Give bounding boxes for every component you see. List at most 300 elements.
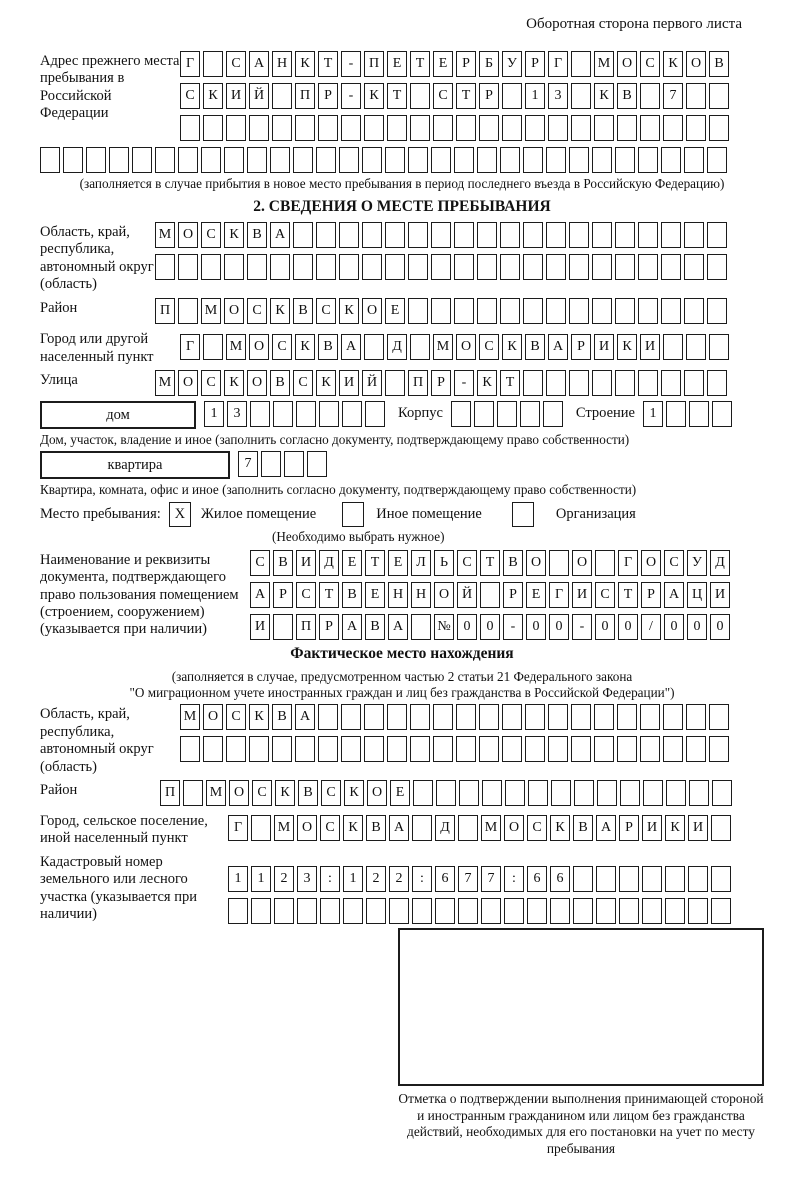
char-cell: 1	[643, 401, 663, 427]
mesto-label: Место пребывания:	[40, 505, 161, 522]
char-cell	[502, 736, 522, 762]
char-cell	[224, 147, 244, 173]
char-cell	[272, 736, 292, 762]
doc-cells-1	[250, 550, 733, 576]
char-cell	[615, 147, 635, 173]
char-cell	[86, 147, 106, 173]
char-cell	[272, 115, 292, 141]
char-cell	[571, 736, 591, 762]
char-cell	[525, 115, 545, 141]
char-cell: О	[297, 815, 317, 841]
char-cell	[592, 370, 612, 396]
char-cell: Й	[362, 370, 382, 396]
char-cell	[640, 736, 660, 762]
char-cell	[203, 51, 223, 77]
char-cell: И	[688, 815, 708, 841]
char-cell	[454, 147, 474, 173]
char-cell	[364, 115, 384, 141]
char-cell: Р	[456, 51, 476, 77]
char-cell	[180, 115, 200, 141]
kadastr-cells-1	[228, 866, 734, 892]
char-cell	[525, 736, 545, 762]
char-cell	[307, 451, 327, 477]
char-cell	[273, 401, 293, 427]
char-cell: К	[224, 222, 244, 248]
char-cell	[642, 866, 662, 892]
char-cell	[320, 898, 340, 924]
mesto-note: (Необходимо выбрать нужное)	[272, 528, 445, 544]
char-cell: К	[594, 83, 614, 109]
char-cell	[712, 401, 732, 427]
char-cell	[592, 147, 612, 173]
char-cell: Д	[319, 550, 339, 576]
char-cell: О	[367, 780, 387, 806]
char-cell: Е	[388, 550, 408, 576]
char-cell: С	[433, 83, 453, 109]
char-cell	[689, 780, 709, 806]
char-cell: -	[341, 51, 361, 77]
char-cell	[296, 401, 316, 427]
char-cell	[640, 704, 660, 730]
char-cell	[638, 147, 658, 173]
char-cell: :	[320, 866, 340, 892]
char-cell: А	[250, 582, 270, 608]
char-cell	[551, 780, 571, 806]
kvartira-cells	[238, 451, 330, 477]
char-cell	[528, 780, 548, 806]
kadastr-label: Кадастровый номер земельного или лесного участка (указывается при наличии)	[40, 853, 197, 922]
char-cell	[249, 736, 269, 762]
checkbox-inoe	[342, 502, 364, 527]
char-cell	[571, 704, 591, 730]
char-cell: О	[504, 815, 524, 841]
char-cell: К	[665, 815, 685, 841]
char-cell: С	[201, 370, 221, 396]
char-cell: Г	[180, 334, 200, 360]
dom-row	[40, 401, 764, 429]
section2-raion-label: Район	[40, 300, 78, 317]
char-cell: /	[641, 614, 661, 640]
char-cell	[712, 780, 732, 806]
char-cell	[224, 254, 244, 280]
char-cell: С	[320, 815, 340, 841]
char-cell	[364, 704, 384, 730]
char-cell: М	[155, 370, 175, 396]
char-cell	[435, 898, 455, 924]
char-cell	[249, 115, 269, 141]
fact-note-2: "О миграционном учете иностранных граждан и лиц без гражданства в Российской Федерации")	[129, 684, 675, 700]
doc-cells-2	[250, 582, 733, 608]
char-cell	[339, 147, 359, 173]
char-cell	[408, 298, 428, 324]
char-cell: И	[339, 370, 359, 396]
char-cell: М	[481, 815, 501, 841]
char-cell	[548, 704, 568, 730]
char-cell	[339, 222, 359, 248]
char-cell	[663, 736, 683, 762]
char-cell	[341, 704, 361, 730]
char-cell	[342, 401, 362, 427]
char-cell	[594, 704, 614, 730]
char-cell	[711, 898, 731, 924]
char-cell	[548, 115, 568, 141]
char-cell: В	[270, 370, 290, 396]
char-cell	[412, 815, 432, 841]
fact-title: Фактическое место нахождения	[290, 644, 514, 662]
char-cell	[250, 401, 270, 427]
char-cell	[410, 115, 430, 141]
char-cell: С	[457, 550, 477, 576]
char-cell: Б	[479, 51, 499, 77]
char-cell: О	[203, 704, 223, 730]
char-cell: Е	[342, 550, 362, 576]
char-cell	[523, 147, 543, 173]
char-cell	[274, 898, 294, 924]
char-cell: 1	[204, 401, 224, 427]
char-cell	[689, 401, 709, 427]
char-cell	[431, 222, 451, 248]
char-cell	[707, 298, 727, 324]
char-cell: И	[296, 550, 316, 576]
char-cell: 6	[527, 866, 547, 892]
char-cell	[251, 898, 271, 924]
prev-address-row-1	[180, 51, 732, 77]
char-cell	[546, 370, 566, 396]
char-cell: Р	[619, 815, 639, 841]
char-cell: П	[296, 614, 316, 640]
char-cell: И	[572, 582, 592, 608]
kvartira-row	[40, 451, 764, 479]
char-cell: Т	[500, 370, 520, 396]
char-cell	[63, 147, 83, 173]
char-cell: Т	[456, 83, 476, 109]
char-cell: К	[295, 51, 315, 77]
char-cell: О	[224, 298, 244, 324]
char-cell: В	[298, 780, 318, 806]
char-cell	[385, 254, 405, 280]
char-cell	[615, 370, 635, 396]
char-cell	[319, 401, 339, 427]
char-cell: Й	[249, 83, 269, 109]
char-cell: Т	[365, 550, 385, 576]
char-cell	[686, 736, 706, 762]
char-cell: И	[640, 334, 660, 360]
char-cell	[389, 898, 409, 924]
char-cell	[412, 898, 432, 924]
char-cell	[709, 115, 729, 141]
char-cell	[436, 780, 456, 806]
char-cell: Е	[526, 582, 546, 608]
char-cell	[178, 298, 198, 324]
char-cell	[523, 298, 543, 324]
char-cell	[362, 254, 382, 280]
char-cell: 6	[550, 866, 570, 892]
char-cell	[500, 147, 520, 173]
char-cell	[454, 298, 474, 324]
char-cell: А	[596, 815, 616, 841]
char-cell: К	[502, 334, 522, 360]
char-cell: С	[180, 83, 200, 109]
char-cell	[155, 254, 175, 280]
stroenie-label: Строение	[575, 405, 635, 422]
char-cell: А	[342, 614, 362, 640]
char-cell	[385, 147, 405, 173]
char-cell: М	[206, 780, 226, 806]
char-cell	[362, 222, 382, 248]
char-cell: :	[504, 866, 524, 892]
char-cell: В	[366, 815, 386, 841]
char-cell: Е	[390, 780, 410, 806]
char-cell: К	[316, 370, 336, 396]
char-cell: О	[434, 582, 454, 608]
section2-raion-cells	[155, 298, 730, 324]
char-cell: С	[664, 550, 684, 576]
char-cell: Е	[365, 582, 385, 608]
section2-title: 2. СВЕДЕНИЯ О МЕСТЕ ПРЕБЫВАНИЯ	[253, 197, 551, 215]
char-cell	[709, 334, 729, 360]
char-cell	[316, 254, 336, 280]
char-cell	[594, 736, 614, 762]
char-cell: 3	[297, 866, 317, 892]
char-cell: 0	[457, 614, 477, 640]
char-cell: 0	[480, 614, 500, 640]
char-cell: К	[663, 51, 683, 77]
char-cell: 7	[458, 866, 478, 892]
char-cell: Г	[228, 815, 248, 841]
kadastr-cells-2	[228, 898, 734, 924]
char-cell	[362, 147, 382, 173]
char-cell	[385, 370, 405, 396]
section2-gorod-row	[40, 329, 764, 366]
char-cell	[341, 115, 361, 141]
doc-cells-3	[250, 614, 733, 640]
char-cell: О	[572, 550, 592, 576]
char-cell: К	[295, 334, 315, 360]
char-cell: С	[201, 222, 221, 248]
char-cell	[431, 298, 451, 324]
char-cell	[433, 704, 453, 730]
char-cell	[571, 83, 591, 109]
dom-hint: Дом, участок, владение и иное (заполнить согласно документу, подтверждающему право собственности)	[40, 432, 630, 448]
char-cell	[178, 147, 198, 173]
char-cell	[458, 898, 478, 924]
char-cell	[686, 115, 706, 141]
char-cell: С	[293, 370, 313, 396]
char-cell: М	[201, 298, 221, 324]
char-cell: М	[180, 704, 200, 730]
fact-raion-label: Район	[40, 781, 78, 798]
char-cell	[640, 115, 660, 141]
char-cell	[642, 898, 662, 924]
char-cell	[571, 115, 591, 141]
char-cell	[707, 147, 727, 173]
char-cell: В	[272, 704, 292, 730]
char-cell	[569, 298, 589, 324]
char-cell	[318, 115, 338, 141]
char-cell: И	[710, 582, 730, 608]
char-cell	[410, 704, 430, 730]
char-cell: И	[250, 614, 270, 640]
char-cell	[431, 254, 451, 280]
char-cell: О	[686, 51, 706, 77]
char-cell	[643, 780, 663, 806]
char-cell	[228, 898, 248, 924]
char-cell: В	[617, 83, 637, 109]
char-cell: Т	[410, 51, 430, 77]
section2-oblast-label: Область, край, республика, автономный округ (область)	[40, 223, 154, 293]
char-cell	[711, 866, 731, 892]
char-cell: Р	[319, 614, 339, 640]
char-cell: К	[344, 780, 364, 806]
char-cell: С	[226, 704, 246, 730]
stamp-box	[398, 928, 764, 1086]
char-cell	[318, 736, 338, 762]
char-cell: 0	[618, 614, 638, 640]
char-cell	[155, 147, 175, 173]
char-cell	[500, 222, 520, 248]
page-side-note: Оборотная сторона первого листа	[526, 16, 742, 32]
char-cell	[339, 254, 359, 280]
fact-raion-cells	[160, 780, 735, 806]
char-cell: В	[503, 550, 523, 576]
char-cell: К	[343, 815, 363, 841]
char-cell	[183, 780, 203, 806]
char-cell: П	[160, 780, 180, 806]
char-cell	[711, 815, 731, 841]
char-cell: В	[573, 815, 593, 841]
char-cell	[615, 298, 635, 324]
char-cell: 7	[663, 83, 683, 109]
char-cell: 2	[389, 866, 409, 892]
char-cell: К	[249, 704, 269, 730]
char-cell	[385, 222, 405, 248]
char-cell	[500, 298, 520, 324]
char-cell	[477, 254, 497, 280]
char-cell: Р	[525, 51, 545, 77]
char-cell: В	[318, 334, 338, 360]
mesto-row	[40, 502, 764, 527]
char-cell	[617, 704, 637, 730]
char-cell	[523, 222, 543, 248]
char-cell: 7	[238, 451, 258, 477]
char-cell: К	[203, 83, 223, 109]
char-cell	[707, 222, 727, 248]
char-cell	[226, 115, 246, 141]
char-cell	[684, 222, 704, 248]
char-cell	[180, 736, 200, 762]
char-cell: 2	[274, 866, 294, 892]
char-cell	[569, 254, 589, 280]
char-cell	[270, 254, 290, 280]
char-cell: Е	[385, 298, 405, 324]
char-cell	[341, 736, 361, 762]
char-cell	[387, 115, 407, 141]
char-cell: У	[687, 550, 707, 576]
char-cell: В	[709, 51, 729, 77]
doc-block	[40, 550, 764, 640]
char-cell	[479, 115, 499, 141]
char-cell: О	[229, 780, 249, 806]
char-cell	[684, 147, 704, 173]
char-cell	[661, 222, 681, 248]
prev-address-note: (заполняется в случае прибытия в новое место пребывания в период последнего въезда в Российскую Федерацию)	[79, 176, 725, 191]
char-cell: И	[642, 815, 662, 841]
char-cell	[458, 815, 478, 841]
char-cell	[686, 704, 706, 730]
char-cell: К	[275, 780, 295, 806]
char-cell: Е	[433, 51, 453, 77]
char-cell	[684, 298, 704, 324]
char-cell: М	[226, 334, 246, 360]
char-cell	[686, 334, 706, 360]
char-cell	[364, 736, 384, 762]
char-cell	[479, 704, 499, 730]
char-cell: С	[527, 815, 547, 841]
char-cell	[684, 370, 704, 396]
fact-gorod-label: Город, сельское поселение, иной населенный пункт	[40, 812, 208, 847]
char-cell: 6	[435, 866, 455, 892]
char-cell	[433, 736, 453, 762]
section2-oblast-row	[40, 222, 764, 294]
doc-label: Наименование и реквизиты документа, подтверждающего право пользования помещением (строением, сооружением) (указывается при наличии)	[40, 551, 239, 638]
char-cell	[408, 147, 428, 173]
char-cell	[481, 898, 501, 924]
char-cell: В	[365, 614, 385, 640]
char-cell: -	[572, 614, 592, 640]
char-cell: С	[250, 550, 270, 576]
char-cell: П	[295, 83, 315, 109]
char-cell: Ь	[434, 550, 454, 576]
char-cell	[663, 334, 683, 360]
char-cell	[500, 254, 520, 280]
char-cell	[364, 334, 384, 360]
checkbox-organizaciya	[512, 502, 534, 527]
char-cell: С	[321, 780, 341, 806]
char-cell	[454, 222, 474, 248]
char-cell	[456, 115, 476, 141]
char-cell	[251, 815, 271, 841]
char-cell	[247, 254, 267, 280]
char-cell: -	[503, 614, 523, 640]
char-cell: -	[454, 370, 474, 396]
fact-gorod-cells	[228, 815, 734, 841]
char-cell: Г	[618, 550, 638, 576]
char-cell	[408, 254, 428, 280]
char-cell: 1	[343, 866, 363, 892]
char-cell	[638, 254, 658, 280]
char-cell	[707, 254, 727, 280]
kvartira-box: квартира	[40, 451, 230, 479]
char-cell	[663, 115, 683, 141]
char-cell: 0	[549, 614, 569, 640]
char-cell: О	[641, 550, 661, 576]
char-cell	[502, 704, 522, 730]
char-cell: А	[548, 334, 568, 360]
fact-oblast-cells-1	[180, 704, 732, 730]
char-cell: 7	[481, 866, 501, 892]
char-cell	[620, 780, 640, 806]
char-cell	[638, 370, 658, 396]
char-cell: 0	[595, 614, 615, 640]
char-cell	[638, 222, 658, 248]
char-cell: К	[270, 298, 290, 324]
char-cell: Г	[180, 51, 200, 77]
char-cell: 0	[710, 614, 730, 640]
char-cell	[546, 298, 566, 324]
char-cell: Р	[479, 83, 499, 109]
checkbox-zhiloe: X	[169, 502, 191, 527]
section2-gorod-cells	[180, 334, 732, 360]
